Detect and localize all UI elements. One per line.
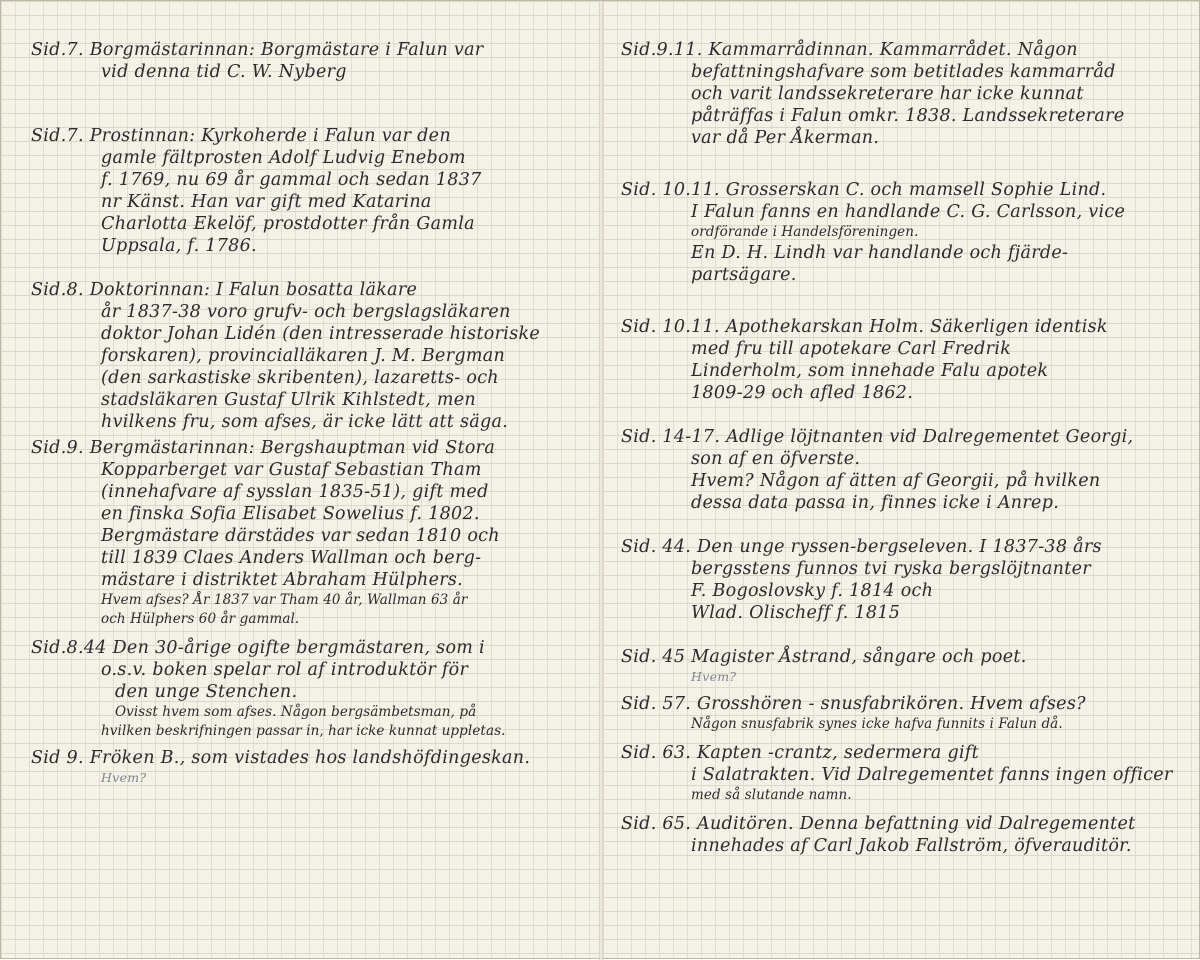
note-text-line: 1809-29 och afled 1862.: [691, 383, 914, 403]
note-text-line: mästare i distriktet Abraham Hülphers.: [101, 570, 464, 590]
note-text-line: Hvem?: [101, 770, 147, 785]
left-page: [31, 39, 591, 786]
note-text-line: partsägare.: [691, 265, 797, 285]
note-entry: [621, 426, 1183, 514]
note-entry: [621, 39, 1183, 149]
note-text-line: och Hülphers 60 år gammal.: [101, 611, 300, 627]
note-text-line: vid denna tid C. W. Nyberg: [101, 62, 347, 82]
note-text-line: Hvem afses? År 1837 var Tham 40 år, Wallman 63 år: [101, 592, 468, 608]
note-heading-line: Sid. 57. Grosshören - snusfabrikören. Hvem afses?: [621, 694, 1086, 714]
note-entry: [621, 693, 1183, 734]
note-text-line: var då Per Åkerman.: [691, 128, 880, 148]
note-heading-line: Sid. 10.11. Grosserskan C. och mamsell Sophie Lind.: [621, 180, 1107, 200]
note-text-line: påträffas i Falun omkr. 1838. Landssekreterare: [691, 106, 1125, 126]
note-text-line: till 1839 Claes Anders Wallman och berg-: [101, 548, 482, 568]
note-heading-line: Sid.9. Bergmästarinnan: Bergshauptman vid Stora: [31, 438, 496, 458]
note-entry: [621, 316, 1183, 404]
note-text-line: Hvem?: [691, 669, 737, 684]
note-heading-line: Sid 9. Fröken B., som vistades hos landshöfdingeskan.: [31, 748, 531, 768]
right-page: [621, 39, 1183, 857]
note-text-line: Uppsala, f. 1786.: [101, 236, 257, 256]
note-text-line: forskaren), provincialläkaren J. M. Bergman: [101, 346, 506, 366]
note-heading-line: Sid. 45 Magister Åstrand, sångare och poet.: [621, 647, 1027, 667]
note-text-line: år 1837-38 voro grufv- och bergslagsläkaren: [101, 302, 511, 322]
note-text-line: med fru till apotekare Carl Fredrik: [691, 339, 1012, 359]
note-entry: [621, 742, 1183, 805]
note-entry: [31, 279, 591, 433]
note-heading-line: Sid.7. Prostinnan: Kyrkoherde i Falun var den: [31, 126, 451, 146]
note-text-line: bergsstens funnos tvi ryska bergslöjtnanter: [691, 559, 1091, 579]
note-entry: [31, 125, 591, 257]
note-text-line: nr Känst. Han var gift med Katarina: [101, 192, 432, 212]
note-text-line: (innehafvare af sysslan 1835-51), gift med: [101, 482, 489, 502]
note-text-line: innehades af Carl Jakob Fallström, öfverauditör.: [691, 836, 1132, 856]
note-text-line: F. Bogoslovsky f. 1814 och: [691, 581, 934, 601]
note-text-line: den unge Stenchen.: [115, 682, 298, 702]
note-text-line: Linderholm, som innehade Falu apotek: [691, 361, 1049, 381]
note-text-line: Charlotta Ekelöf, prostdotter från Gamla: [101, 214, 475, 234]
note-heading-line: Sid. 65. Auditören. Denna befattning vid Dalregementet: [621, 814, 1136, 834]
note-text-line: hvilken beskrifningen passar in, har icke kunnat uppletas.: [101, 723, 506, 739]
note-text-line: gamle fältprosten Adolf Ludvig Enebom: [101, 148, 466, 168]
note-heading-line: Sid.9.11. Kammarrådinnan. Kammarrådet. Någon: [621, 40, 1078, 60]
note-text-line: Bergmästare därstädes var sedan 1810 och: [101, 526, 500, 546]
note-text-line: son af en öfverste.: [691, 449, 861, 469]
note-entry: [621, 536, 1183, 624]
note-text-line: en finska Sofia Elisabet Sowelius f. 1802.: [101, 504, 480, 524]
note-text-line: En D. H. Lindh var handlande och fjärde-: [691, 243, 1069, 263]
note-entry: [31, 437, 591, 629]
note-text-line: ordförande i Handelsföreningen.: [691, 224, 919, 240]
note-text-line: dessa data passa in, finnes icke i Anrep.: [691, 493, 1060, 513]
note-heading-line: Sid. 63. Kapten -crantz, sedermera gift: [621, 743, 979, 763]
note-heading-line: Sid.7. Borgmästarinnan: Borgmästare i Falun var: [31, 40, 484, 60]
note-text-line: Hvem? Någon af ätten af Georgii, på hvilken: [691, 471, 1101, 491]
note-text-line: f. 1769, nu 69 år gammal och sedan 1837: [101, 170, 482, 190]
note-entry: [31, 39, 591, 83]
note-entry: [31, 637, 591, 741]
note-heading-line: Sid.8.44 Den 30-årige ogifte bergmästaren, som i: [31, 638, 485, 658]
note-heading-line: Sid.8. Doktorinnan: I Falun bosatta läkare: [31, 280, 418, 300]
page-fold: [599, 1, 603, 960]
note-heading-line: Sid. 44. Den unge ryssen-bergseleven. I 1837-38 års: [621, 537, 1102, 557]
note-text-line: Wlad. Olischeff f. 1815: [691, 603, 901, 623]
note-text-line: I Falun fanns en handlande C. G. Carlsson, vice: [691, 202, 1126, 222]
note-entry: [621, 179, 1183, 286]
note-entry: [621, 646, 1183, 685]
note-text-line: o.s.v. boken spelar rol af introduktör för: [101, 660, 469, 680]
note-text-line: (den sarkastiske skribenten), lazaretts- och: [101, 368, 499, 388]
note-entry: [621, 813, 1183, 857]
note-heading-line: Sid. 14-17. Adlige löjtnanten vid Dalregementet Georgi,: [621, 427, 1134, 447]
note-text-line: Ovisst hvem som afses. Någon bergsämbetsman, på: [115, 704, 477, 720]
note-entry: [31, 747, 591, 786]
note-text-line: Kopparberget var Gustaf Sebastian Tham: [101, 460, 482, 480]
note-heading-line: Sid. 10.11. Apothekarskan Holm. Säkerligen identisk: [621, 317, 1108, 337]
note-text-line: och varit landssekreterare har icke kunnat: [691, 84, 1084, 104]
note-text-line: i Salatrakten. Vid Dalregementet fanns ingen officer: [691, 765, 1173, 785]
note-text-line: doktor Johan Lidén (den intresserade historiske: [101, 324, 541, 344]
note-text-line: stadsläkaren Gustaf Ulrik Kihlstedt, men: [101, 390, 476, 410]
note-text-line: hvilkens fru, som afses, är icke lätt att säga.: [101, 412, 509, 432]
note-text-line: befattningshafvare som betitlades kammarråd: [691, 62, 1116, 82]
note-text-line: med så slutande namn.: [691, 787, 852, 803]
note-text-line: Någon snusfabrik synes icke hafva funnits i Falun då.: [691, 716, 1063, 732]
